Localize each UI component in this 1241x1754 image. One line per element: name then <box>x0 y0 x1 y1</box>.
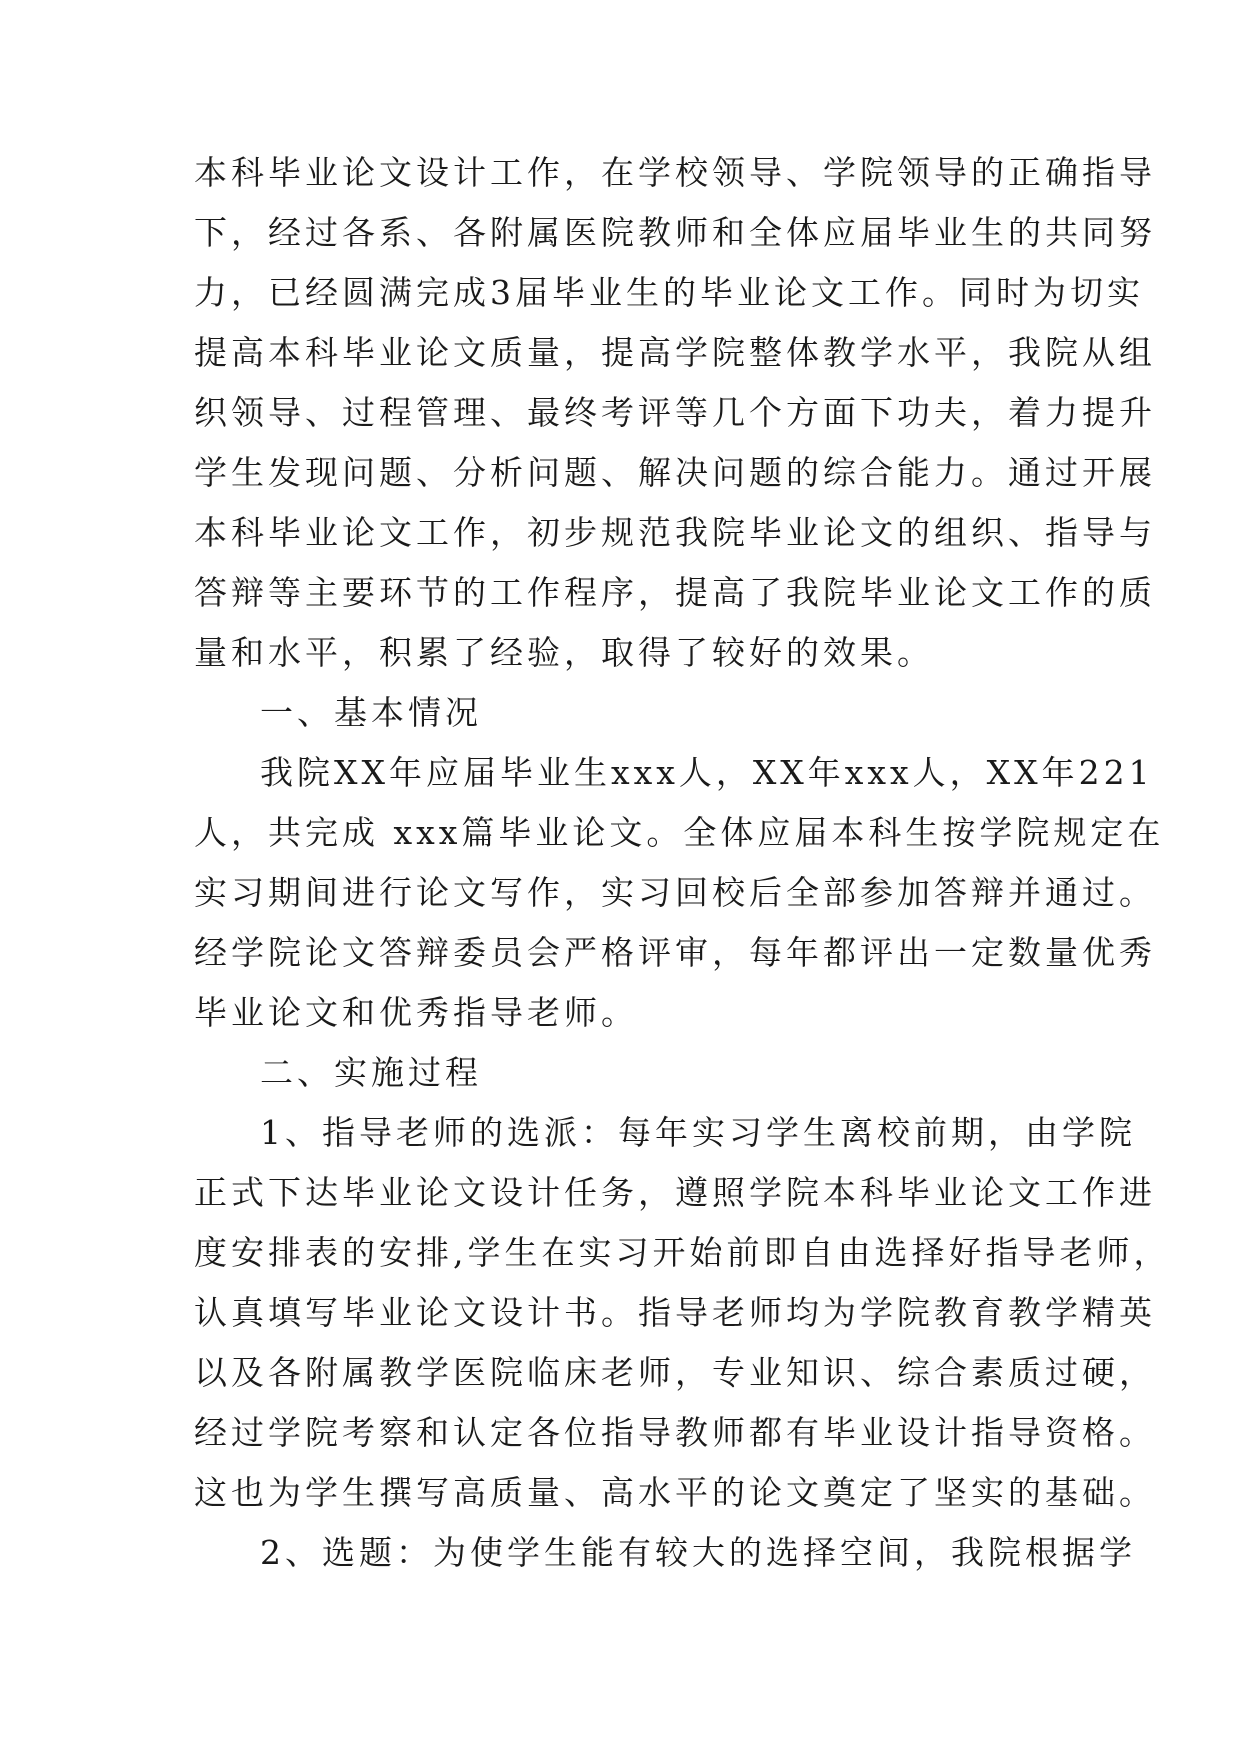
body-text-line: 答辩等主要环节的工作程序，提高了我院毕业论文工作的质 <box>194 573 1156 612</box>
body-text-line: 2、选题：为使学生能有较大的选择空间，我院根据学 <box>260 1533 1136 1572</box>
body-text-line: 人，共完成 xxx篇毕业论文。全体应届本科生按学院规定在 <box>194 813 1165 852</box>
body-text-line: 实习期间进行论文写作，实习回校后全部参加答辩并通过。 <box>194 873 1156 912</box>
section-heading: 二、实施过程 <box>260 1053 482 1092</box>
body-text-line: 提高本科毕业论文质量，提高学院整体教学水平，我院从组 <box>194 333 1156 372</box>
body-text-line: 学生发现问题、分析问题、解决问题的综合能力。通过开展 <box>194 453 1156 492</box>
body-text-line: 织领导、过程管理、最终考评等几个方面下功夫，着力提升 <box>194 393 1156 432</box>
body-text-line: 本科毕业论文设计工作，在学校领导、学院领导的正确指导 <box>194 153 1156 192</box>
section-heading: 一、基本情况 <box>260 693 482 732</box>
body-text-line: 经过学院考察和认定各位指导教师都有毕业设计指导资格。 <box>194 1413 1156 1452</box>
body-text-line: 认真填写毕业论文设计书。指导老师均为学院教育教学精英 <box>194 1293 1156 1332</box>
body-text-line: 本科毕业论文工作，初步规范我院毕业论文的组织、指导与 <box>194 513 1156 552</box>
body-text-line: 毕业论文和优秀指导老师。 <box>194 993 638 1032</box>
body-text-line: 以及各附属教学医院临床老师，专业知识、综合素质过硬， <box>194 1353 1156 1392</box>
body-text-line: 1、指导老师的选派：每年实习学生离校前期，由学院 <box>260 1113 1136 1152</box>
body-text-line: 这也为学生撰写高质量、高水平的论文奠定了坚实的基础。 <box>194 1473 1156 1512</box>
body-text-line: 经学院论文答辩委员会严格评审，每年都评出一定数量优秀 <box>194 933 1156 972</box>
body-text-line: 下，经过各系、各附属医院教师和全体应届毕业生的共同努 <box>194 213 1156 252</box>
body-text-line: 力，已经圆满完成3届毕业生的毕业论文工作。同时为切实 <box>194 273 1144 312</box>
body-text-line: 度安排表的安排,学生在实习开始前即自由选择好指导老师， <box>194 1233 1171 1272</box>
body-text-line: 我院XX年应届毕业生xxx人，XX年xxx人，XX年221 <box>260 753 1154 792</box>
body-text-line: 量和水平，积累了经验，取得了较好的效果。 <box>194 633 934 672</box>
body-text-line: 正式下达毕业论文设计任务，遵照学院本科毕业论文工作进 <box>194 1173 1156 1212</box>
